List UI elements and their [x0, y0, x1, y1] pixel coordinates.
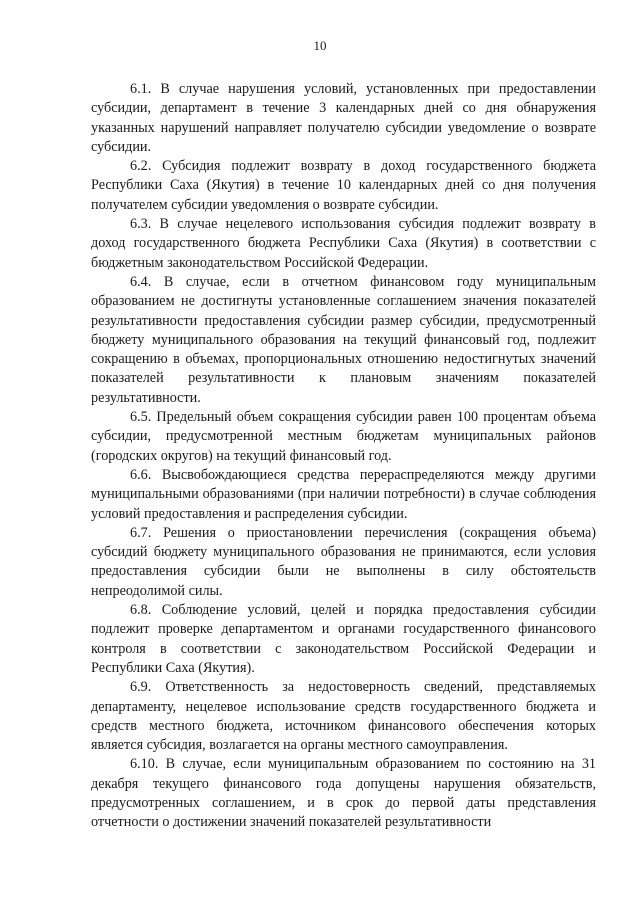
paragraph-6-8	[91, 601, 596, 678]
paragraph-6-1	[91, 80, 596, 157]
paragraph-number: 6.6.	[130, 466, 152, 483]
paragraph-number: 6.3.	[130, 216, 152, 233]
paragraph-6-5	[91, 408, 596, 466]
paragraph-text: В случае, если муниципальным образованием по состоянию на 31 декабря текущего финансового года допущены нарушения обязательств, предусмотренных соглашением, и в срок до первой даты представления отчетности о достижении значений показателей результативности	[91, 756, 597, 831]
paragraph-text: Высвобождающиеся средства перераспределяются между другими муниципальными образованиями (при наличии потребности) в случае соблюдения условий предоставления и распределения субсидии.	[91, 466, 597, 522]
paragraph-text: Соблюдение условий, целей и порядка предоставления субсидии подлежит проверке департаментом и органами государственного финансового контроля в соответствии с законодательством Российской Федерации и Республики Саха (Якутия).	[91, 602, 596, 676]
paragraph-6-9	[91, 678, 596, 755]
paragraph-text: В случае нецелевого использования субсидия подлежит возврату в доход государственного бюджета Республики Саха (Якутия) в соответствии с бюджетным законодательством Российской Федерации.	[91, 216, 597, 271]
page-number: 10	[313, 38, 327, 53]
paragraph-number: 6.5.	[130, 409, 152, 426]
paragraph-6-3	[91, 215, 596, 273]
paragraph-text: Решения о приостановлении перечисления (сокращения объема) субсидий бюджету муниципального образования не принимаются, если условия предоставления субсидии были не выполнены в силу обстоятельств непреодолимой силы.	[91, 524, 596, 599]
paragraph-6-10	[91, 755, 596, 832]
paragraph-text: Предельный объем сокращения субсидии равен 100 процентам объема субсидии, предусмотренной местным бюджетам муниципальных районов (городских округов) на текущий финансовый год.	[91, 409, 597, 464]
paragraph-number: 6.1.	[130, 81, 152, 97]
paragraph-6-6	[91, 466, 596, 524]
paragraph-text: В случае нарушения условий, установленных при предоставлении субсидии, департамент в течение 3 календарных дней со дня обнаружения указанных нарушений направляет получателю субсидии уведомление о возврате субсидии.	[91, 81, 596, 155]
paragraph-6-4	[91, 273, 596, 408]
paragraph-text: В случае, если в отчетном финансовом году муниципальным образованием не достигнуты установленные соглашением значения показателей результативности предоставления субсидии размер субсидии, предусмотренный бюджету муниципального образования на текущий финансовый год, подлежит сокращению в объемах, пропорциональных отношению недостигнутых значений показателей результативности к плановым значениям показателей результативности.	[91, 273, 597, 406]
paragraph-number: 6.4.	[130, 273, 152, 290]
paragraph-number: 6.2.	[130, 158, 152, 175]
paragraph-6-7	[91, 524, 596, 601]
paragraph-number: 6.9.	[130, 679, 152, 696]
paragraph-number: 6.10.	[130, 756, 159, 773]
paragraph-6-2	[91, 157, 596, 215]
document-body	[91, 80, 596, 833]
paragraph-number: 6.8.	[130, 602, 152, 619]
paragraph-text: Ответственность за недостоверность сведений, представляемых департаменту, нецелевое использование средств государственного бюджета и средств местного бюджета, источником финансового обеспечения которых является субсидия, возлагается на органы местного самоуправления.	[91, 679, 597, 754]
paragraph-text: Субсидия подлежит возврату в доход государственного бюджета Республики Саха (Якутия) в течение 10 календарных дней со дня получения получателем субсидии уведомления о возврате субсидии.	[91, 158, 596, 213]
paragraph-number: 6.7.	[130, 524, 152, 541]
